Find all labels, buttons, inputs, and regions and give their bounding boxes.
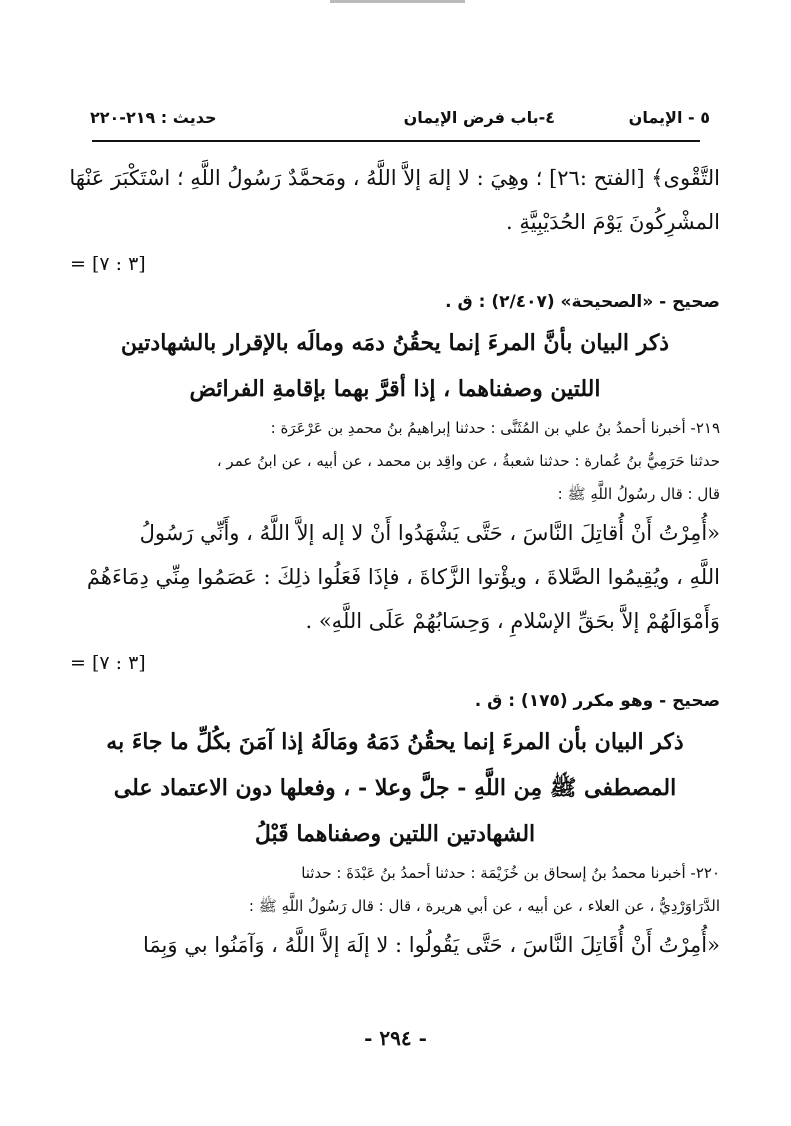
hadith-range: حديث : ٢١٩-٢٢٠ [90, 108, 217, 127]
isnad-line: قال : قال رسُولُ اللَّهِ ﷺ : [557, 485, 720, 503]
text-line: المشْرِكُونَ يَوْمَ الحُدَيْبِيَّةِ . [506, 210, 720, 234]
text-line: التَّقْوى﴾ [الفتح :٢٦] ؛ وهِيَ : لا إلهَ إلاَّ اللَّهُ ، ومَحمَّدٌ رَسُولُ اللَّهِ ؛ اسْتَكْبَرَ عَنْهَا [69, 166, 720, 190]
chapter-title: ٥ - الإيمان [628, 108, 710, 127]
cross-reference: = [٣ : ٧] [70, 652, 146, 674]
chapter-heading: ذكر البيان بأن المرءَ إنما يحقُنُ دَمَهُ ومَالَهُ إذا آمَنَ بكُلِّ ما جاءَ به [106, 729, 684, 755]
chapter-heading: اللتين وصفناهما ، إذا أقرَّ بهما بإقامةِ الفرائض [189, 376, 601, 402]
isnad-line: حدثنا حَرَمِيُّ بنُ عُمارة : حدثنا شعبةُ ، عن واقِد بن محمد ، عن أبيه ، عن ابنُ عمر ، [216, 452, 720, 470]
isnad-line: الدَّرَاوَرْدِيُّ ، عن العلاء ، عن أبيه ، عن أبي هريرة ، قال : قال رَسُولُ اللَّهِ ﷺ : [248, 897, 720, 915]
running-header [90, 104, 710, 132]
matn-line: وَأَمْوَالَهُمْ إلاَّ بحَقِّ الإسْلامِ ، وَحِسَابُهُمْ عَلَى اللَّهِ» . [305, 609, 720, 633]
matn-line: «أُمِرْتُ أَنْ أُقاتِلَ النَّاسَ ، حَتَّى يَشْهَدُوا أَنْ لا إله إلاَّ اللَّهُ ، وأَنِّي رَسُولُ [139, 521, 720, 545]
grading-note: صحيح - وهو مكرر (١٧٥) : ق . [474, 691, 720, 711]
cross-reference: = [٣ : ٧] [70, 253, 146, 275]
header-rule [92, 140, 700, 142]
matn-line: «أُمِرْتُ أَنْ أُقَاتِلَ النَّاسَ ، حَتَّى يَقُولُوا : لا إلَهَ إلاَّ اللَّهُ ، وَآمَنُوا بي وَبِمَا [143, 933, 720, 957]
page-body [70, 156, 720, 967]
grading-note: صحيح - «الصحيحة» (٢/٤٠٧) : ق . [445, 292, 720, 312]
top-scan-mark [330, 0, 465, 3]
chapter-heading: ذكر البيان بأنَّ المرءَ إنما يحقُنُ دمَه ومالَه بالإقرار بالشهادتين [120, 330, 670, 356]
matn-line: اللَّهِ ، ويُقِيمُوا الصَّلاةَ ، ويؤْتوا الزَّكاةَ ، فإذَا فَعَلُوا ذلِكَ : عَصَمُوا مِنِّي دِمَاءَهُمْ [86, 565, 720, 589]
page-number: - ٢٩٤ - [364, 1026, 427, 1050]
chapter-heading: الشهادتين اللتين وصفناهما قَبْلُ [254, 821, 536, 847]
isnad-line: ٢٢٠- أخبرنا محمدُ بنُ إسحاق بن خُزَيْمَة : حدثنا أحمدُ بنُ عَبْدَةَ : حدثنا [301, 864, 720, 882]
chapter-heading: المصطفى ﷺ مِن اللَّهِ - جلَّ وعلا - ، وفعلها دون الاعتماد على [113, 775, 677, 801]
section-title: ٤-باب فرض الإيمان [403, 108, 555, 127]
isnad-line: ٢١٩- أخبرنا أحمدُ بنُ علي بن المُثَنَّى : حدثنا إبراهيمُ بنُ محمدِ بن عَرْعَرَة : [270, 419, 720, 437]
